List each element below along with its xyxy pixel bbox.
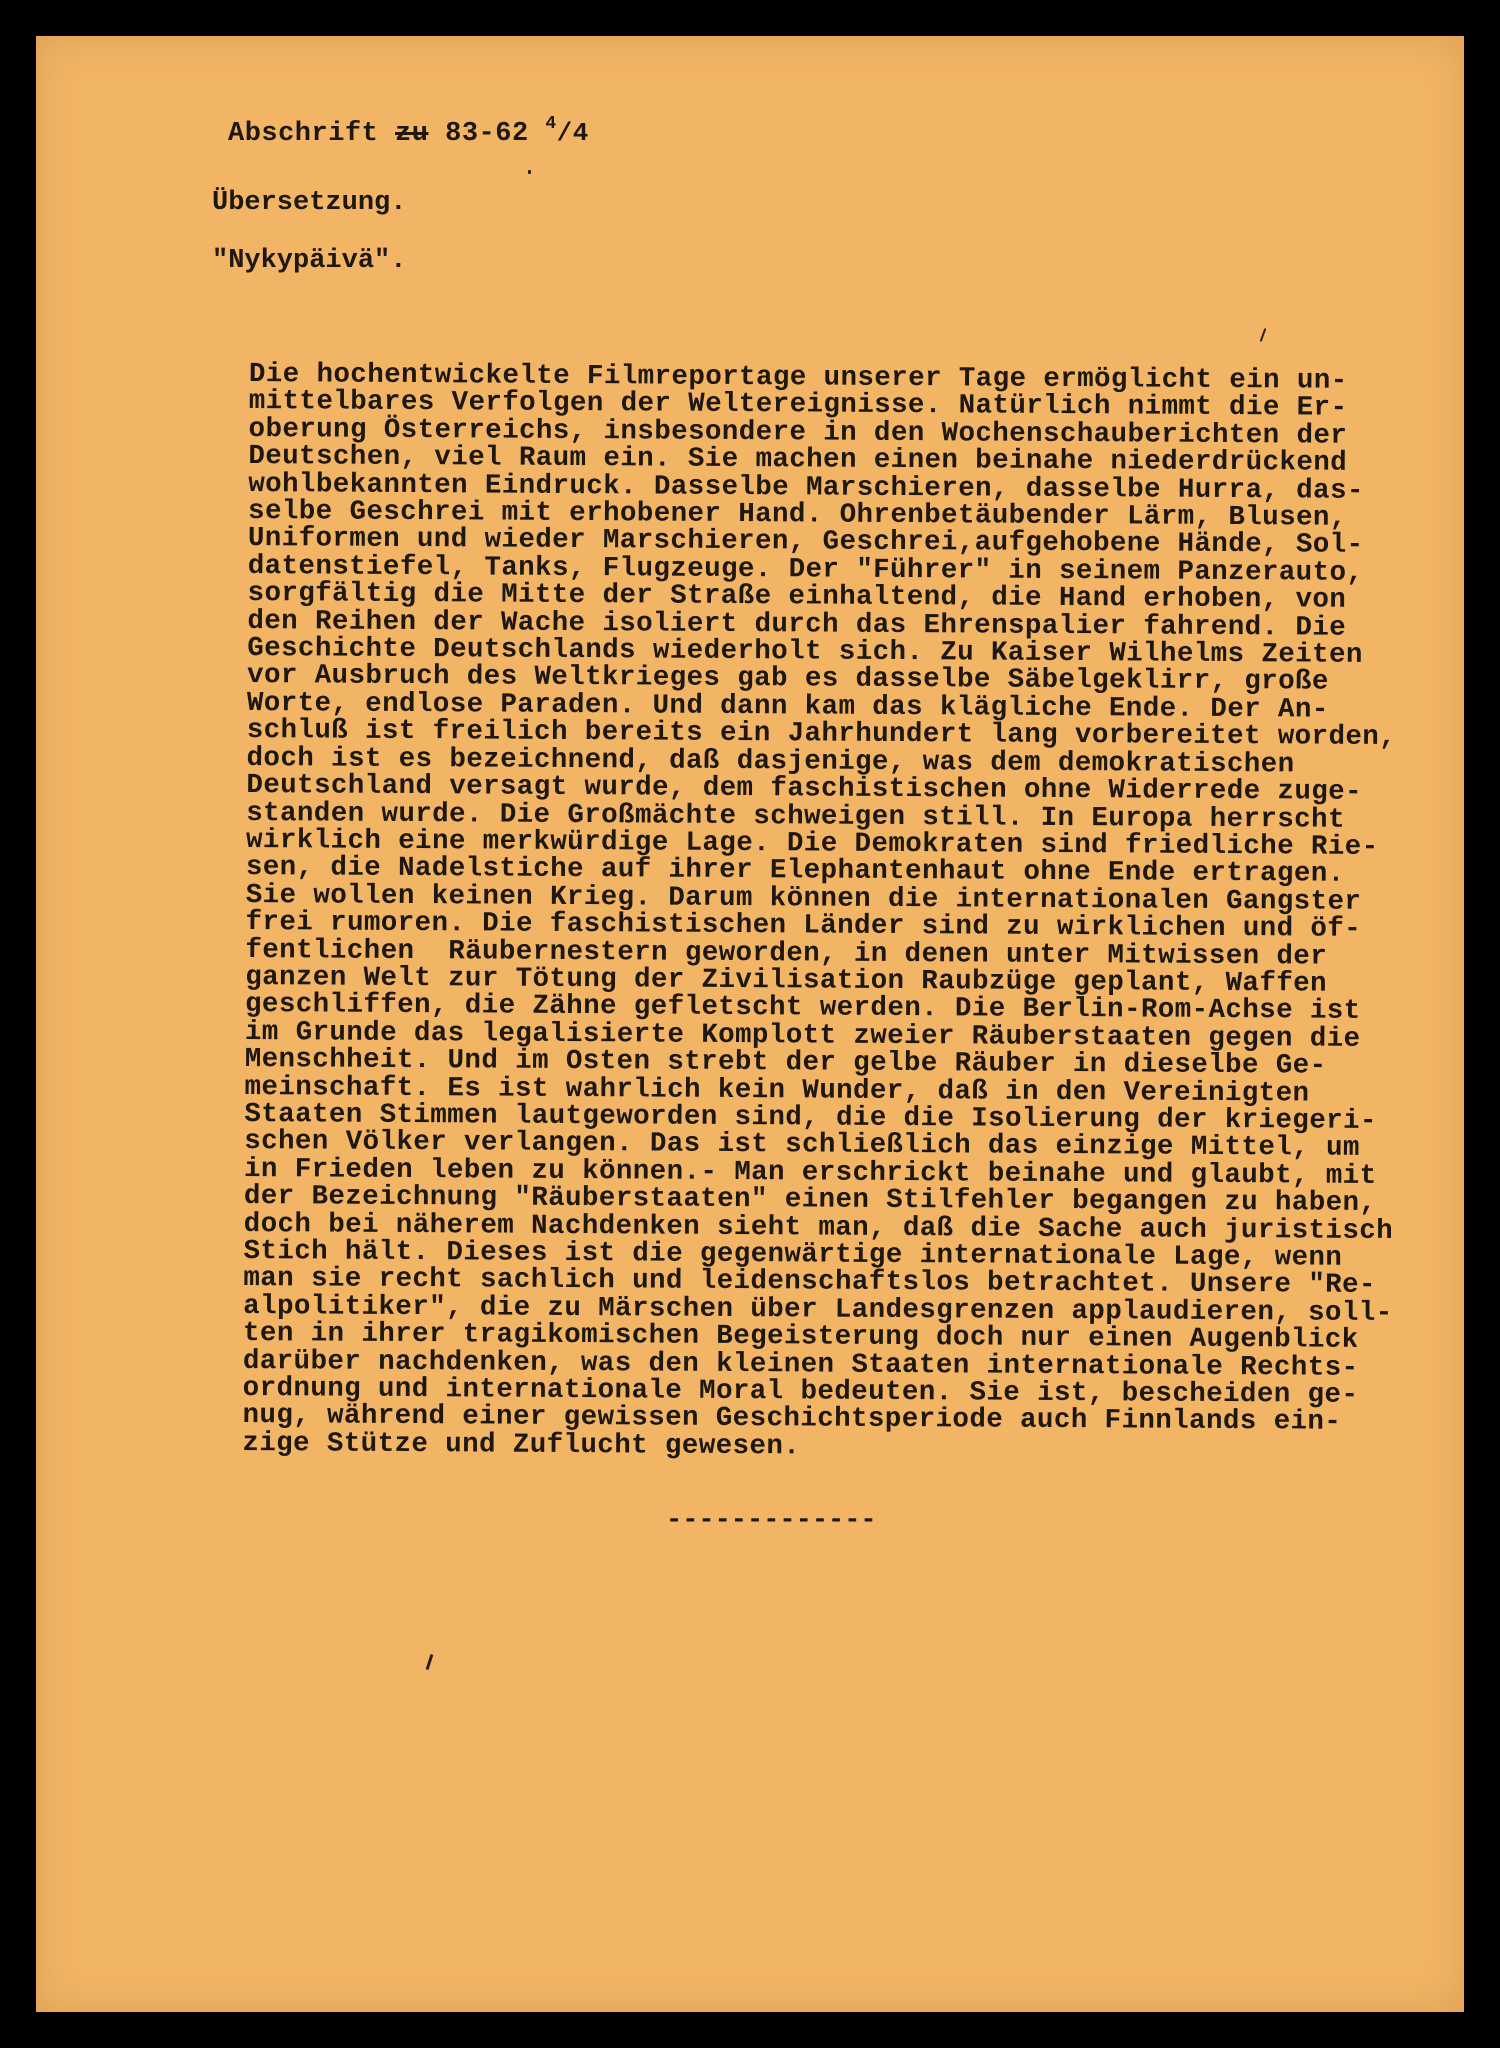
body-line: standen wurde. Die Großmächte schweigen still. In Europa herrscht bbox=[246, 797, 1346, 836]
body-line: Deutschland versagt wurde, dem faschistischen ohne Widerrede zuge- bbox=[246, 770, 1363, 808]
body-line: frei rumoren. Die faschistischen Länder sind zu wirklichen und öf- bbox=[245, 907, 1362, 945]
page-numerator: 4 bbox=[545, 114, 557, 134]
body-text bbox=[242, 361, 1398, 1464]
body-line: mittelbares Verfolgen der Weltereignisse. Natürlich nimmt die Er- bbox=[248, 386, 1348, 425]
body-line: Worte, endlose Paraden. Und dann kam das klägliche Ende. Der An- bbox=[246, 687, 1329, 726]
body-line: schluß ist freilich bereits ein Jahrhundert lang vorbereitet worden, bbox=[246, 715, 1397, 754]
body-line: wohlbekannten Eindruck. Dasselbe Marschieren, dasselbe Hurra, das- bbox=[248, 468, 1364, 507]
body-line: schen Völker verlangen. Das ist schließlich das einzige Mittel, um bbox=[244, 1126, 1360, 1165]
subtitle: Übersetzung. bbox=[212, 188, 407, 218]
header-label: Abschrift bbox=[228, 119, 379, 149]
body-line: ten in ihrer tragikomischen Begeisterung doch nur einen Augenblick bbox=[242, 1318, 1359, 1357]
body-line: den Reihen der Wache isoliert durch das Ehrenspalier fahrend. Die bbox=[247, 605, 1347, 644]
body-line: Stich hält. Dieses ist die gegenwärtige internationale Lage, wenn bbox=[243, 1235, 1343, 1274]
body-line: meinschaft. Es ist wahrlich kein Wunder, daß in den Vereinigten bbox=[244, 1071, 1310, 1110]
document-page bbox=[36, 36, 1464, 2012]
body-line: alpolitiker", die zu Märschen über Landesgrenzen applaudieren, soll- bbox=[243, 1290, 1393, 1329]
body-line: selbe Geschrei mit erhobener Hand. Ohrenbetäubender Lärm, Blusen, bbox=[247, 496, 1347, 534]
ink-mark bbox=[528, 170, 531, 174]
body-line: zige Stütze und Zuflucht gewesen. bbox=[242, 1427, 801, 1463]
header-line bbox=[228, 114, 589, 149]
body-line: ordnung und internationale Moral bedeuten. Sie ist, bescheiden ge- bbox=[242, 1373, 1359, 1411]
body-line: Menschheit. Und im Osten strebt der gelbe Räuber in dieselbe Ge- bbox=[244, 1044, 1327, 1082]
body-line: Uniformen und wieder Marschieren, Geschrei,aufgehobene Hände, Sol- bbox=[247, 523, 1364, 562]
body-line: der Bezeichnung "Räuberstaaten" einen Stilfehler begangen zu haben, bbox=[243, 1181, 1377, 1220]
source-title: "Nykypäivä". bbox=[212, 246, 407, 276]
body-line: doch bei näherem Nachdenken sieht man, daß die Sache auch juristisch bbox=[243, 1208, 1394, 1247]
body-line: ganzen Welt zur Tötung der Zivilisation Raubzüge geplant, Waffen bbox=[245, 961, 1328, 1000]
page-fraction: $^4$/4 bbox=[545, 114, 589, 148]
struck-text: zu bbox=[395, 119, 429, 149]
end-rule: ------------- bbox=[666, 1506, 877, 1536]
body-line: Deutschen, viel Raum ein. Sie machen einen beinahe niederdrückend bbox=[248, 441, 1348, 479]
reference-number: 83-62 bbox=[445, 119, 529, 149]
body-line: im Grunde das legalisierte Komplott zweier Räuberstaaten gegen die bbox=[244, 1016, 1361, 1055]
body-line: Die hochentwickelte Filmreportage unserer Tage ermöglicht ein un- bbox=[248, 359, 1348, 397]
ink-mark bbox=[1260, 328, 1267, 342]
body-line: sen, die Nadelstiche auf ihrer Elephantenhaut ohne Ende ertragen. bbox=[245, 852, 1345, 891]
body-line: darüber nachdenken, was den kleinen Staaten internationale Rechts- bbox=[242, 1345, 1359, 1384]
body-line: wirklich eine merkwürdige Lage. Die Demokraten sind friedliche Rie- bbox=[245, 824, 1379, 863]
body-line: man sie recht sachlich und leidenschaftslos betrachtet. Unsere "Re- bbox=[243, 1263, 1376, 1302]
body-line: vor Ausbruch des Weltkrieges gab es dasselbe Säbelgeklirr, große bbox=[246, 660, 1329, 699]
ink-mark bbox=[426, 1654, 434, 1670]
body-line: Geschichte Deutschlands wiederholt sich. Zu Kaiser Wilhelms Zeiten bbox=[247, 633, 1363, 671]
body-line: Sie wollen keinen Krieg. Darum können die internationalen Gangster bbox=[245, 879, 1362, 918]
body-line: doch ist es bezeichnend, daß dasjenige, was dem demokratischen bbox=[246, 742, 1295, 781]
body-line: geschliffen, die Zähne gefletscht werden. Die Berlin-Rom-Achse ist bbox=[244, 989, 1361, 1028]
body-line: fentlichen Räubernestern geworden, in denen unter Mitwissen der bbox=[245, 934, 1328, 973]
body-line: oberung Österreichs, insbesondere in den Wochenschauberichten der bbox=[248, 413, 1348, 452]
body-line: nug, während einer gewissen Geschichtsperiode auch Finnlands ein- bbox=[242, 1400, 1342, 1439]
body-line: Staaten Stimmen lautgeworden sind, die die Isolierung der kriegeri- bbox=[244, 1098, 1377, 1137]
page-denominator: 4 bbox=[572, 118, 589, 148]
body-line: in Frieden leben zu können.- Man erschrickt beinahe und glaubt, mit bbox=[243, 1153, 1377, 1192]
body-line: datenstiefel, Tanks, Flugzeuge. Der "Führer" in seinem Panzerauto, bbox=[247, 550, 1364, 589]
body-line: sorgfältig die Mitte der Straße einhaltend, die Hand erhoben, von bbox=[247, 578, 1347, 616]
